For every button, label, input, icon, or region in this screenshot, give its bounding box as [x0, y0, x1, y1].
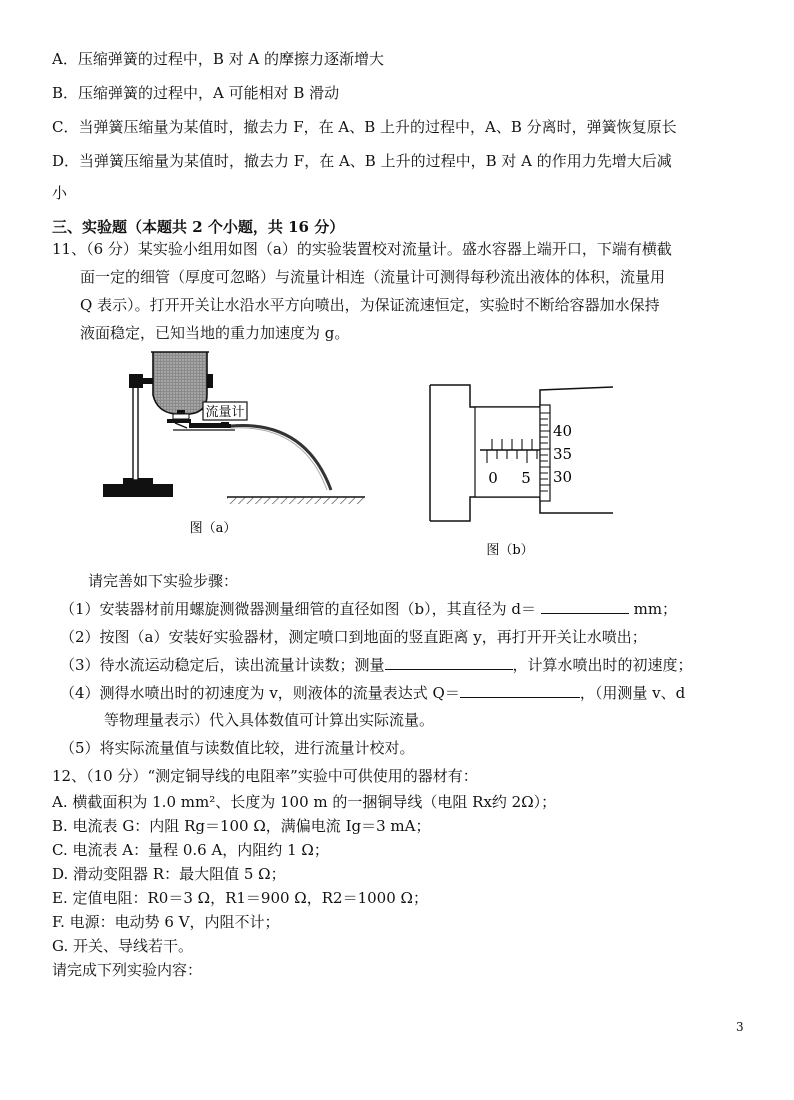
- q12-item-f: F. 电源：电动势 6 V，内阻不计；: [52, 913, 280, 931]
- page-number: 3: [736, 1020, 744, 1034]
- step4-text: （4）测得水喷出时的初速度为 v，则液体的流量表达式 Q＝: [60, 684, 460, 702]
- figure-b: [425, 383, 625, 563]
- q12-item-d: D. 滑动变阻器 R：最大阻值 5 Ω；: [52, 865, 286, 883]
- q11-line4: 液面稳定，已知当地的重力加速度为 g。: [80, 324, 350, 342]
- step1-text: （1）安装器材前用螺旋测微器测量细管的直径如图（b），其直径为 d＝: [60, 600, 537, 618]
- step1-blank[interactable]: [541, 599, 629, 614]
- section-title: 三、实验题（本题共 2 个小题，共 16 分）: [52, 218, 345, 236]
- flowmeter-label: 流量计: [205, 405, 245, 420]
- step2: （2）按图（a）安装好实验器材，测定喷口到地面的竖直距离 y，再打开开关让水喷出；: [60, 628, 647, 646]
- water-jet: [231, 426, 331, 490]
- figure-b-caption: 图（b）: [486, 543, 534, 558]
- step1: [60, 599, 677, 619]
- stand-rod: [133, 378, 138, 480]
- step3-blank[interactable]: [385, 655, 513, 670]
- q11-line1: 11、（6 分）某实验小组用如图（a）的实验装置校对流量计。盛水容器上端开口，下端有横截: [52, 240, 672, 258]
- main-scale-0: 0: [488, 469, 498, 487]
- step3-text: （3）待水流运动稳定后，读出流量计读数；测量: [60, 656, 385, 674]
- step4: [60, 683, 685, 703]
- option-b: B．压缩弹簧的过程中，A 可能相对 B 滑动: [52, 84, 340, 102]
- q12-title: 12、（10 分）“测定铜导线的电阻率”实验中可供使用的器材有：: [52, 767, 478, 785]
- option-d: D．当弹簧压缩量为某值时，撤去力 F，在 A、B 上升的过程中，B 对 A 的作用力先增大后减: [52, 152, 672, 170]
- q11-line2: 面一定的细管（厚度可忽略）与流量计相连（流量计可测得每秒流出液体的体积，流量用: [80, 268, 666, 286]
- step1-unit: mm；: [633, 600, 678, 618]
- thimble-35: 35: [553, 445, 573, 463]
- figure-a: [95, 350, 385, 545]
- q12-item-g: G. 开关、导线若干。: [52, 937, 193, 955]
- option-a: A．压缩弹簧的过程中，B 对 A 的摩擦力逐渐增大: [52, 50, 384, 68]
- thimble-30: 30: [553, 468, 573, 486]
- option-d-continued: 小: [52, 184, 68, 202]
- water-container: [153, 352, 207, 414]
- step4-continued: 等物理量表示）代入具体数值可计算出实际流量。: [104, 711, 435, 729]
- q12-item-c: C. 电流表 A：量程 0.6 A，内阻约 1 Ω；: [52, 841, 329, 859]
- step5: （5）将实际流量值与读数值比较，进行流量计校对。: [60, 739, 415, 757]
- q11-line3: Q 表示）。打开开关让水沿水平方向喷出，为保证流速恒定，实验时不断给容器加水保持: [80, 296, 660, 314]
- q12-outro: 请完成下列实验内容：: [52, 961, 203, 979]
- q12-item-b: B. 电流表 G：内阻 Rg＝100 Ω，满偏电流 Ig＝3 mA；: [52, 817, 431, 835]
- flowmeter-body: [189, 423, 221, 428]
- figure-a-caption: 图（a）: [189, 521, 237, 536]
- step3-text-end: ，计算水喷出时的初速度；: [512, 656, 693, 674]
- step3: [60, 655, 693, 675]
- main-scale-5: 5: [521, 469, 531, 487]
- option-c: C．当弹簧压缩量为某值时，撤去力 F，在 A、B 上升的过程中，A、B 分离时，弹簧恢复原长: [52, 118, 677, 136]
- thimble-40: 40: [553, 422, 573, 440]
- q12-item-a: A. 横截面积为 1.0 mm²、长度为 100 m 的一捆铜导线（电阻 Rx约 2Ω）；: [52, 793, 557, 811]
- q12-item-e: E. 定值电阻：R0＝3 Ω，R1＝900 Ω，R2＝1000 Ω；: [52, 889, 428, 907]
- step4-text-end: ，（用测量 v、d: [579, 684, 686, 702]
- step4-blank[interactable]: [460, 683, 580, 698]
- steps-intro: 请完善如下实验步骤：: [88, 572, 239, 590]
